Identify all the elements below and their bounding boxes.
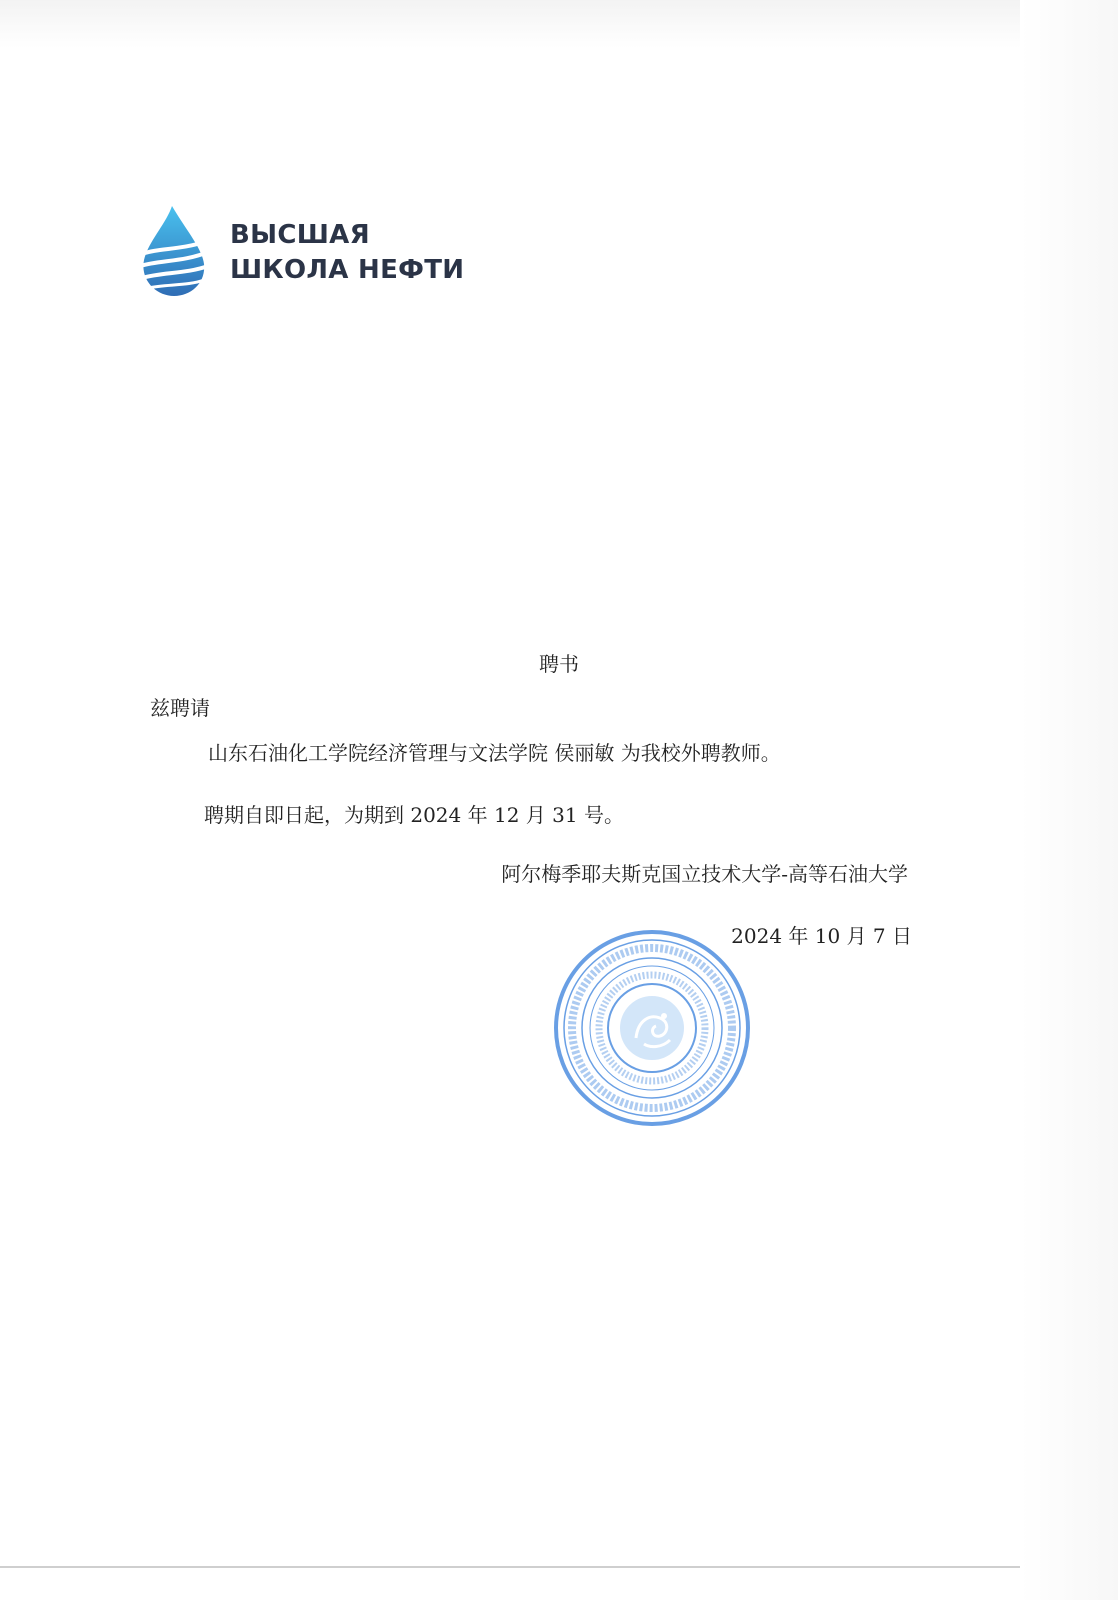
oil-drop-wave-icon [138,204,210,300]
logo-wordmark [230,218,464,288]
scan-shadow-right [1020,0,1118,1600]
issue-date: 2024 年 10 月 7 日 [731,924,912,948]
document-title: 聘书 [539,652,579,676]
greeting-line: 兹聘请 [150,696,210,720]
institution-logo [138,204,498,300]
official-seal-stamp [552,928,752,1128]
page-bottom-edge [0,1566,1020,1568]
logo-line-1: ВЫСШАЯ [230,220,370,250]
scan-shadow-top [0,0,1118,48]
signatory-institution: 阿尔梅季耶夫斯克国立技术大学-高等石油大学 [501,862,908,886]
appointment-statement: 山东石油化工学院经济管理与文法学院 侯丽敏 为我校外聘教师。 [208,741,781,765]
logo-line-2: ШКОЛА НЕФТИ [230,255,465,285]
appointment-term: 聘期自即日起，为期到 2024 年 12 月 31 号。 [204,803,624,827]
